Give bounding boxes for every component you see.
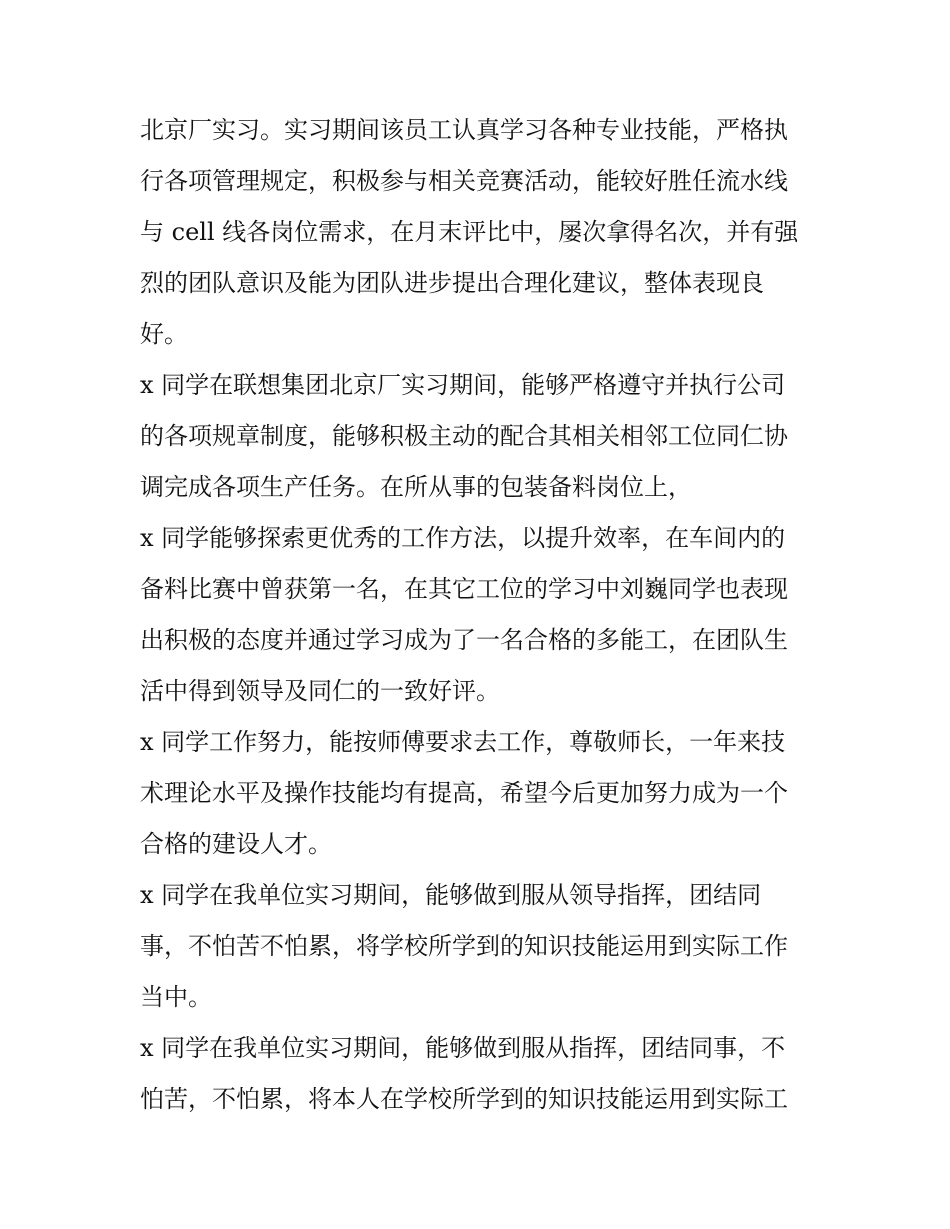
text-line: 烈的团队意识及能为团队进步提出合理化建议，整体表现良 [140, 269, 764, 297]
text-line: x 同学在我单位实习期间，能够做到服从领导指挥，团结同 [140, 881, 762, 909]
text-line: x 同学能够探索更优秀的工作方法，以提升效率，在车间内的 [140, 524, 786, 552]
text-line: 事，不怕苦不怕累，将学校所学到的知识技能运用到实际工作 [140, 932, 788, 960]
text-line: 当中。 [140, 983, 212, 1011]
text-line: x 同学在我单位实习期间，能够做到服从指挥，团结同事，不 [140, 1034, 786, 1062]
text-line: 北京厂实习。实习期间该员工认真学习各种专业技能，严格执 [140, 116, 788, 144]
text-line: 好。 [140, 320, 188, 348]
text-line: 与 cell 线各岗位需求，在月末评比中，屡次拿得名次，并有强 [140, 218, 799, 246]
text-line: 调完成各项生产任务。在所从事的包装备料岗位上， [140, 473, 692, 501]
text-line: 出积极的态度并通过学习成为了一名合格的多能工，在团队生 [140, 626, 788, 654]
document-body [140, 105, 820, 1125]
text-line: 行各项管理规定，积极参与相关竞赛活动，能较好胜任流水线 [140, 167, 788, 195]
text-line: 合格的建设人才。 [140, 830, 332, 858]
text-line: 活中得到领导及同仁的一致好评。 [140, 677, 500, 705]
text-line: 怕苦，不怕累，将本人在学校所学到的知识技能运用到实际工 [140, 1085, 788, 1113]
text-line: x 同学工作努力，能按师傅要求去工作，尊敬师长，一年来技 [140, 728, 786, 756]
text-line: x 同学在联想集团北京厂实习期间，能够严格遵守并执行公司 [140, 371, 786, 399]
text-line: 备料比赛中曾获第一名，在其它工位的学习中刘巍同学也表现 [140, 575, 788, 603]
text-line: 术理论水平及操作技能均有提高，希望今后更加努力成为一个 [140, 779, 788, 807]
text-line: 的各项规章制度，能够积极主动的配合其相关相邻工位同仁协 [140, 422, 788, 450]
